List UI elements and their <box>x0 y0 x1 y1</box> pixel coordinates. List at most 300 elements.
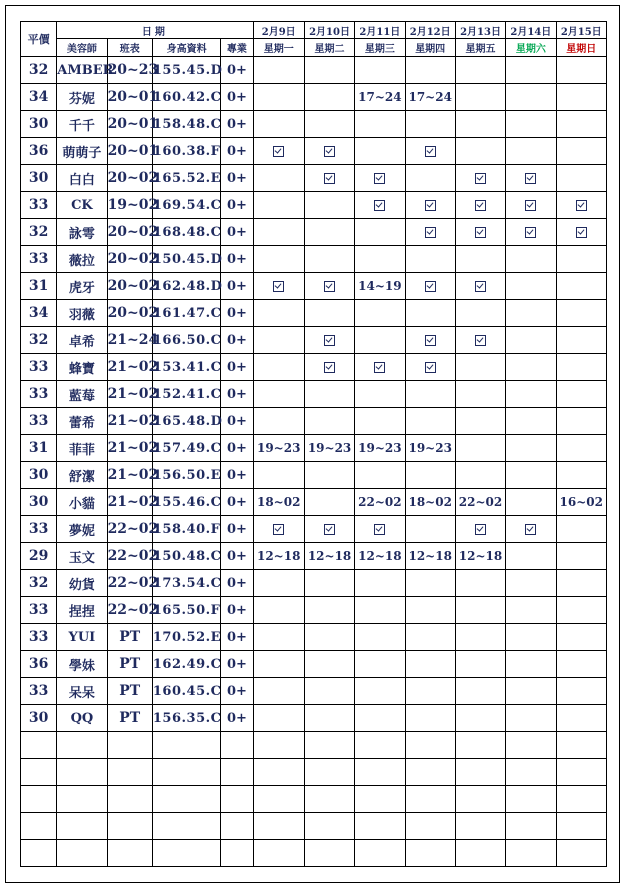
empty-cell <box>304 732 354 759</box>
stylist-name-cell: 舒潔 <box>57 462 107 489</box>
day-cell <box>506 273 556 300</box>
checkbox-checked-icon <box>425 200 436 211</box>
table-row <box>21 192 607 219</box>
day-cell: 17~24 <box>355 84 405 111</box>
header-row-sub <box>21 39 607 57</box>
shift-cell: 22~02 <box>107 597 152 624</box>
day-cell <box>506 84 556 111</box>
day-cell <box>506 111 556 138</box>
day-cell <box>556 516 606 543</box>
day-cell <box>455 570 505 597</box>
day-cell <box>506 570 556 597</box>
height-data-cell: 160.45.C <box>152 678 220 705</box>
stylist-name-cell: 萌萌子 <box>57 138 107 165</box>
empty-cell <box>21 759 57 786</box>
table-row <box>21 138 607 165</box>
spec-cell: 0+ <box>221 192 253 219</box>
day-cell <box>556 462 606 489</box>
day-cell-checked <box>253 138 304 165</box>
empty-cell <box>304 813 354 840</box>
day-cell-checked <box>304 273 354 300</box>
day-cell <box>455 84 505 111</box>
checkbox-checked-icon <box>324 335 335 346</box>
empty-cell <box>355 813 405 840</box>
day-cell <box>304 246 354 273</box>
day-cell <box>253 219 304 246</box>
day-cell-checked <box>355 192 405 219</box>
day-cell <box>556 354 606 381</box>
stylist-name-cell: CK <box>57 192 107 219</box>
checkbox-checked-icon <box>324 146 335 157</box>
day-cell <box>556 57 606 84</box>
price-cell: 31 <box>21 273 57 300</box>
day-cell-checked <box>304 327 354 354</box>
table-row <box>21 408 607 435</box>
table-row <box>21 219 607 246</box>
day-cell: 12~18 <box>304 543 354 570</box>
price-cell: 30 <box>21 165 57 192</box>
spec-cell: 0+ <box>221 246 253 273</box>
stylist-name-cell: 羽薇 <box>57 300 107 327</box>
shift-cell: 21~24 <box>107 327 152 354</box>
empty-cell <box>253 732 304 759</box>
day-cell <box>355 678 405 705</box>
empty-cell <box>57 786 107 813</box>
stylist-name-cell: 藍莓 <box>57 381 107 408</box>
day-cell-checked <box>304 138 354 165</box>
spec-cell: 0+ <box>221 219 253 246</box>
day-cell <box>304 489 354 516</box>
day-cell-checked <box>253 516 304 543</box>
stylist-name-cell: QQ <box>57 705 107 732</box>
day-cell <box>304 462 354 489</box>
empty-cell <box>221 732 253 759</box>
checkbox-checked-icon <box>475 524 486 535</box>
day-cell <box>253 246 304 273</box>
price-cell: 36 <box>21 138 57 165</box>
day-cell <box>556 138 606 165</box>
table-row <box>21 84 607 111</box>
table-row <box>21 381 607 408</box>
header-weekday: 星期二 <box>304 39 354 57</box>
day-cell-checked <box>455 165 505 192</box>
day-cell <box>304 570 354 597</box>
day-cell: 18~02 <box>405 489 455 516</box>
checkbox-checked-icon <box>273 524 284 535</box>
day-cell <box>556 597 606 624</box>
header-row-top <box>21 22 607 39</box>
checkbox-checked-icon <box>525 227 536 238</box>
table-row <box>21 597 607 624</box>
header-date: 2月9日 <box>253 22 304 39</box>
empty-cell <box>107 840 152 867</box>
stylist-name-cell: 夢妮 <box>57 516 107 543</box>
spec-cell: 0+ <box>221 165 253 192</box>
checkbox-checked-icon <box>324 362 335 373</box>
day-cell-checked <box>506 516 556 543</box>
day-cell-checked <box>405 219 455 246</box>
header-weekday: 星期四 <box>405 39 455 57</box>
stylist-name-cell: 菲菲 <box>57 435 107 462</box>
shift-cell: 21~02 <box>107 381 152 408</box>
spec-cell: 0+ <box>221 111 253 138</box>
empty-cell <box>107 813 152 840</box>
day-cell-checked <box>304 354 354 381</box>
day-cell <box>405 57 455 84</box>
checkbox-checked-icon <box>475 173 486 184</box>
day-cell <box>506 462 556 489</box>
spec-cell: 0+ <box>221 489 253 516</box>
stylist-name-cell: 蕾希 <box>57 408 107 435</box>
day-cell <box>556 435 606 462</box>
price-cell: 30 <box>21 462 57 489</box>
height-data-cell: 166.50.C <box>152 327 220 354</box>
day-cell: 22~02 <box>455 489 505 516</box>
day-cell: 19~23 <box>405 435 455 462</box>
height-data-cell: 152.41.C <box>152 381 220 408</box>
day-cell-checked <box>405 192 455 219</box>
spec-cell: 0+ <box>221 354 253 381</box>
stylist-name-cell: 玉文 <box>57 543 107 570</box>
price-cell: 33 <box>21 624 57 651</box>
day-cell <box>304 111 354 138</box>
header-weekday: 星期三 <box>355 39 405 57</box>
day-cell <box>455 246 505 273</box>
day-cell <box>355 597 405 624</box>
stylist-name-cell: 詠雩 <box>57 219 107 246</box>
empty-cell <box>21 732 57 759</box>
day-cell <box>455 300 505 327</box>
day-cell <box>506 435 556 462</box>
empty-cell <box>253 813 304 840</box>
day-cell <box>556 705 606 732</box>
day-cell <box>506 678 556 705</box>
stylist-name-cell: 虎牙 <box>57 273 107 300</box>
spec-cell: 0+ <box>221 300 253 327</box>
empty-cell <box>253 840 304 867</box>
table-row <box>21 246 607 273</box>
stylist-name-cell: 千千 <box>57 111 107 138</box>
price-cell: 30 <box>21 705 57 732</box>
empty-cell <box>506 732 556 759</box>
shift-cell: 21~02 <box>107 354 152 381</box>
empty-cell <box>355 759 405 786</box>
stylist-name-cell: 呆呆 <box>57 678 107 705</box>
height-data-cell: 162.48.D <box>152 273 220 300</box>
empty-row <box>21 759 607 786</box>
day-cell <box>405 651 455 678</box>
table-row <box>21 111 607 138</box>
day-cell <box>455 408 505 435</box>
day-cell-checked <box>455 516 505 543</box>
spec-cell: 0+ <box>221 84 253 111</box>
shift-cell: 20~02 <box>107 246 152 273</box>
day-cell <box>506 300 556 327</box>
spec-cell: 0+ <box>221 408 253 435</box>
height-data-cell: 158.40.F <box>152 516 220 543</box>
table-row <box>21 678 607 705</box>
day-cell <box>405 246 455 273</box>
day-cell <box>355 138 405 165</box>
height-data-cell: 160.38.F <box>152 138 220 165</box>
empty-cell <box>304 759 354 786</box>
height-data-cell: 150.48.C <box>152 543 220 570</box>
checkbox-checked-icon <box>425 227 436 238</box>
day-cell <box>253 192 304 219</box>
shift-cell: 21~02 <box>107 462 152 489</box>
day-cell <box>304 219 354 246</box>
day-cell-checked <box>355 165 405 192</box>
stylist-name-cell: 薇拉 <box>57 246 107 273</box>
day-cell <box>455 624 505 651</box>
day-cell <box>556 246 606 273</box>
empty-cell <box>21 786 57 813</box>
price-cell: 30 <box>21 111 57 138</box>
price-cell: 33 <box>21 192 57 219</box>
empty-cell <box>556 732 606 759</box>
shift-cell: 20~01 <box>107 138 152 165</box>
empty-cell <box>405 840 455 867</box>
header-weekday: 星期五 <box>455 39 505 57</box>
height-data-cell: 169.54.C <box>152 192 220 219</box>
empty-cell <box>107 759 152 786</box>
empty-cell <box>57 840 107 867</box>
checkbox-checked-icon <box>475 200 486 211</box>
height-data-cell: 155.46.C <box>152 489 220 516</box>
shift-cell: PT <box>107 705 152 732</box>
empty-cell <box>355 732 405 759</box>
day-cell <box>455 381 505 408</box>
day-cell <box>405 597 455 624</box>
day-cell <box>556 84 606 111</box>
spec-cell: 0+ <box>221 543 253 570</box>
height-data-cell: 170.52.E <box>152 624 220 651</box>
empty-cell <box>455 732 505 759</box>
day-cell <box>506 489 556 516</box>
day-cell <box>556 624 606 651</box>
day-cell <box>355 111 405 138</box>
height-data-cell: 156.35.C <box>152 705 220 732</box>
day-cell <box>455 138 505 165</box>
header-weekday: 星期一 <box>253 39 304 57</box>
spec-cell: 0+ <box>221 462 253 489</box>
day-cell <box>556 165 606 192</box>
shift-cell: 20~02 <box>107 219 152 246</box>
day-cell <box>455 651 505 678</box>
header-weekday-saturday: 星期六 <box>506 39 556 57</box>
day-cell-checked <box>556 219 606 246</box>
day-cell <box>405 570 455 597</box>
price-cell: 30 <box>21 489 57 516</box>
day-cell-checked <box>455 192 505 219</box>
shift-cell: 21~02 <box>107 489 152 516</box>
day-cell <box>355 408 405 435</box>
day-cell: 19~23 <box>304 435 354 462</box>
shift-cell: PT <box>107 651 152 678</box>
spec-cell: 0+ <box>221 705 253 732</box>
checkbox-checked-icon <box>425 281 436 292</box>
price-cell: 32 <box>21 570 57 597</box>
day-cell <box>405 111 455 138</box>
day-cell <box>556 111 606 138</box>
empty-cell <box>455 813 505 840</box>
day-cell-checked <box>405 354 455 381</box>
header-spec: 專業 <box>221 39 253 57</box>
day-cell <box>455 354 505 381</box>
price-cell: 32 <box>21 57 57 84</box>
height-data-cell: 156.50.E <box>152 462 220 489</box>
price-cell: 33 <box>21 354 57 381</box>
stylist-name-cell: 幼貨 <box>57 570 107 597</box>
table-row <box>21 273 607 300</box>
table-row <box>21 300 607 327</box>
day-cell-checked <box>405 327 455 354</box>
shift-cell: PT <box>107 678 152 705</box>
empty-cell <box>405 813 455 840</box>
day-cell: 22~02 <box>355 489 405 516</box>
shift-cell: 20~02 <box>107 300 152 327</box>
day-cell-checked <box>506 165 556 192</box>
day-cell <box>304 651 354 678</box>
day-cell <box>405 678 455 705</box>
day-cell-checked <box>304 516 354 543</box>
table-row <box>21 462 607 489</box>
empty-cell <box>405 786 455 813</box>
table-row <box>21 624 607 651</box>
empty-cell <box>152 813 220 840</box>
empty-cell <box>556 786 606 813</box>
day-cell <box>304 381 354 408</box>
day-cell <box>405 381 455 408</box>
checkbox-checked-icon <box>374 173 385 184</box>
day-cell <box>405 300 455 327</box>
day-cell <box>405 516 455 543</box>
empty-cell <box>21 813 57 840</box>
shift-cell: 21~02 <box>107 435 152 462</box>
day-cell <box>355 624 405 651</box>
day-cell <box>455 678 505 705</box>
day-cell <box>253 624 304 651</box>
day-cell <box>355 570 405 597</box>
spec-cell: 0+ <box>221 381 253 408</box>
day-cell: 12~18 <box>253 543 304 570</box>
day-cell <box>253 570 304 597</box>
shift-cell: 22~02 <box>107 570 152 597</box>
day-cell <box>506 381 556 408</box>
day-cell: 12~18 <box>455 543 505 570</box>
shift-cell: 20~01 <box>107 84 152 111</box>
day-cell-checked <box>455 273 505 300</box>
empty-cell <box>455 786 505 813</box>
stylist-name-cell: 蜂寶 <box>57 354 107 381</box>
height-data-cell: 155.45.D <box>152 57 220 84</box>
checkbox-checked-icon <box>525 173 536 184</box>
day-cell <box>355 219 405 246</box>
price-cell: 36 <box>21 651 57 678</box>
day-cell-checked <box>506 192 556 219</box>
empty-cell <box>556 813 606 840</box>
empty-cell <box>556 840 606 867</box>
empty-cell <box>57 759 107 786</box>
height-data-cell: 165.52.E <box>152 165 220 192</box>
checkbox-checked-icon <box>374 362 385 373</box>
spec-cell: 0+ <box>221 327 253 354</box>
empty-cell <box>57 732 107 759</box>
checkbox-checked-icon <box>273 146 284 157</box>
table-row <box>21 570 607 597</box>
shift-cell: 21~02 <box>107 408 152 435</box>
day-cell <box>355 381 405 408</box>
day-cell <box>355 327 405 354</box>
price-cell: 32 <box>21 327 57 354</box>
checkbox-checked-icon <box>273 281 284 292</box>
empty-cell <box>57 813 107 840</box>
empty-cell <box>107 786 152 813</box>
empty-row <box>21 732 607 759</box>
stylist-name-cell: 白白 <box>57 165 107 192</box>
day-cell-checked <box>405 138 455 165</box>
day-cell <box>556 651 606 678</box>
day-cell <box>304 57 354 84</box>
day-cell-checked <box>506 219 556 246</box>
day-cell <box>556 300 606 327</box>
day-cell <box>253 597 304 624</box>
height-data-cell: 165.50.F <box>152 597 220 624</box>
day-cell <box>506 543 556 570</box>
day-cell <box>304 678 354 705</box>
schedule-table <box>20 21 607 867</box>
day-cell <box>455 597 505 624</box>
day-cell <box>506 408 556 435</box>
day-cell <box>455 111 505 138</box>
header-date: 2月10日 <box>304 22 354 39</box>
spec-cell: 0+ <box>221 651 253 678</box>
day-cell <box>355 705 405 732</box>
price-cell: 31 <box>21 435 57 462</box>
header-date: 2月12日 <box>405 22 455 39</box>
header-name: 美容師 <box>57 39 107 57</box>
day-cell <box>506 57 556 84</box>
height-data-cell: 157.49.C <box>152 435 220 462</box>
empty-cell <box>304 786 354 813</box>
header-weekday-sunday: 星期日 <box>556 39 606 57</box>
price-cell: 33 <box>21 408 57 435</box>
checkbox-checked-icon <box>576 227 587 238</box>
day-cell <box>253 165 304 192</box>
empty-cell <box>405 759 455 786</box>
empty-cell <box>355 840 405 867</box>
day-cell <box>253 705 304 732</box>
day-cell <box>405 408 455 435</box>
price-cell: 33 <box>21 246 57 273</box>
checkbox-checked-icon <box>374 524 385 535</box>
height-data-cell: 160.42.C <box>152 84 220 111</box>
day-cell <box>253 354 304 381</box>
shift-cell: 20~02 <box>107 273 152 300</box>
stylist-name-cell: 捏捏 <box>57 597 107 624</box>
shift-cell: 20~23 <box>107 57 152 84</box>
checkbox-checked-icon <box>525 200 536 211</box>
stylist-name-cell: 小貓 <box>57 489 107 516</box>
day-cell <box>304 192 354 219</box>
day-cell <box>506 705 556 732</box>
price-cell: 33 <box>21 678 57 705</box>
stylist-name-cell: YUI <box>57 624 107 651</box>
empty-cell <box>221 813 253 840</box>
day-cell <box>455 462 505 489</box>
empty-cell <box>152 732 220 759</box>
day-cell <box>506 354 556 381</box>
